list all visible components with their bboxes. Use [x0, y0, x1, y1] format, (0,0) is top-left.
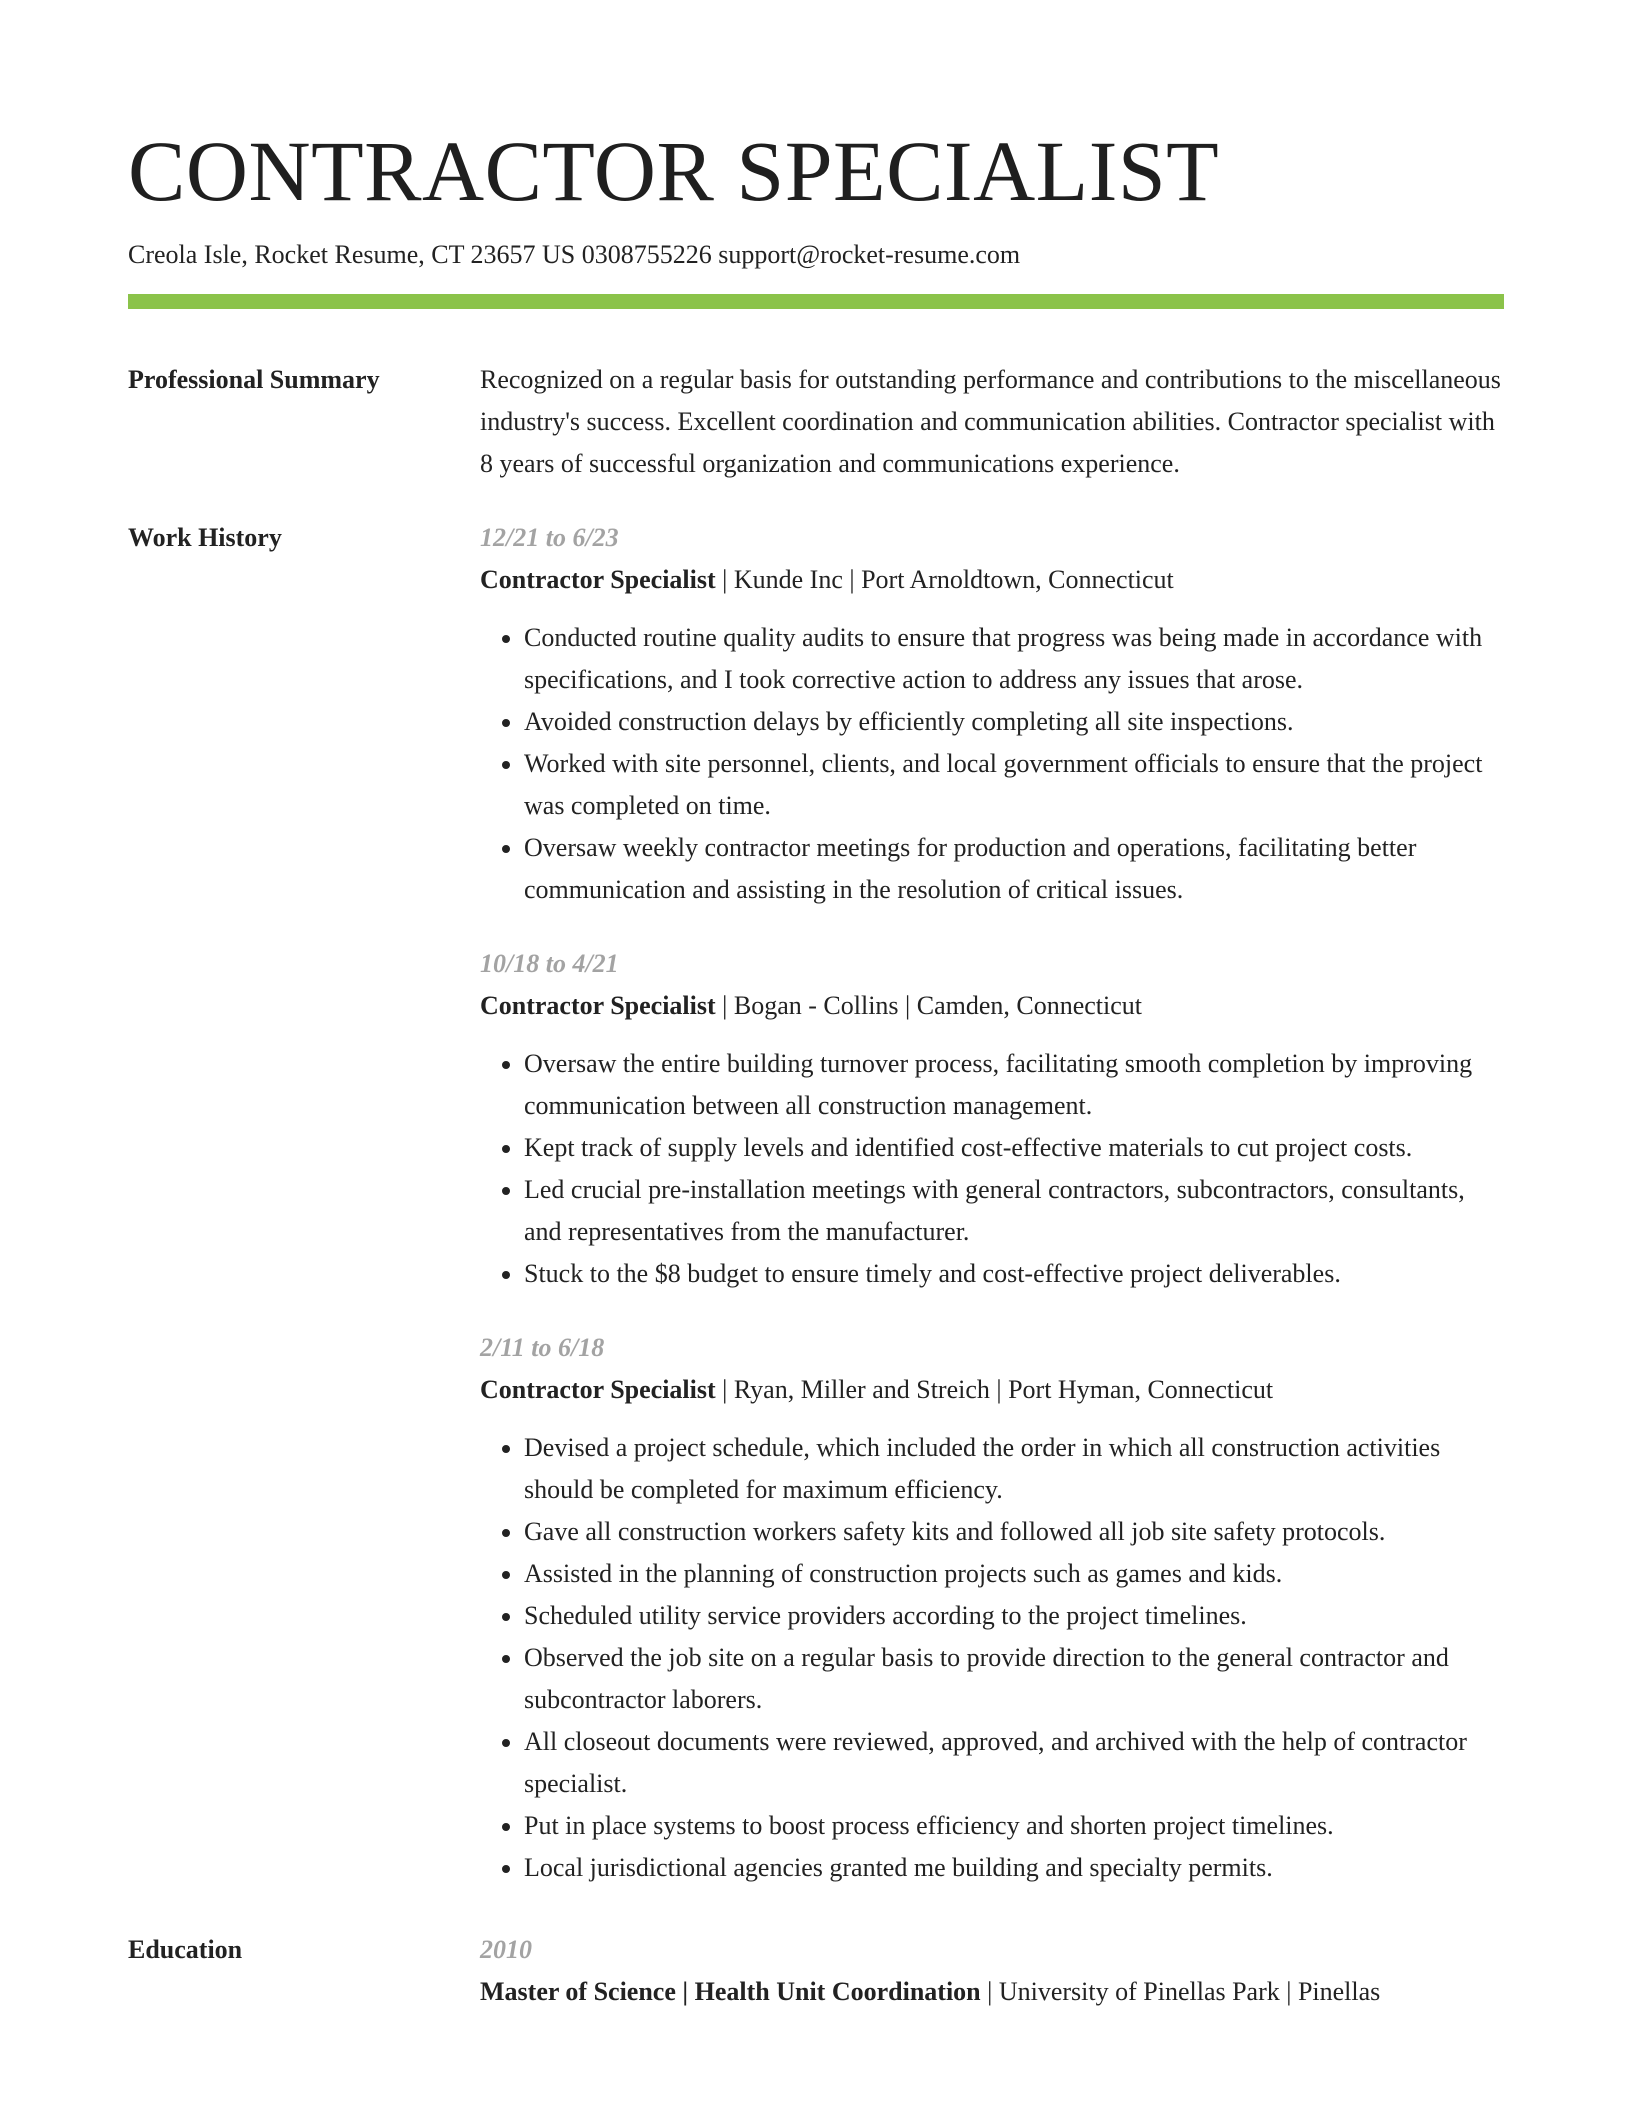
- job-bullet: • Assisted in the planning of construction projects such as games and kids.: [524, 1553, 1504, 1595]
- job-bullet: • Scheduled utility service providers according to the project timelines.: [524, 1595, 1504, 1637]
- work-history-heading: Work History: [128, 523, 282, 552]
- job-title: Contractor Specialist: [480, 565, 716, 594]
- job-details: | Kunde Inc | Port Arnoldtown, Connecticut: [715, 565, 1174, 594]
- education-heading: Education: [128, 1935, 243, 1964]
- header-divider: [128, 294, 1504, 309]
- job-details: | Ryan, Miller and Streich | Port Hyman, Connecticut: [715, 1375, 1274, 1404]
- resume-page: [128, 122, 1504, 2013]
- job-bullet: • Avoided construction delays by efficiently completing all site inspections.: [524, 701, 1504, 743]
- education-school: | University of Pinellas Park | Pinellas: [980, 1977, 1381, 2006]
- job-bullet: • Stuck to the $8 budget to ensure timely and cost-effective project deliverables.: [524, 1253, 1504, 1295]
- education-section: [128, 1929, 1504, 2013]
- job-details: | Bogan - Collins | Camden, Connecticut: [715, 991, 1143, 1020]
- job-bullet: • Conducted routine quality audits to ensure that progress was being made in accordance with specifications, and I took corrective action to address any issues that arose.: [524, 617, 1504, 701]
- education-degree: Master of Science | Health Unit Coordination: [480, 1977, 981, 2006]
- job-bullet: • Oversaw the entire building turnover process, facilitating smooth completion by improving communication between all construction management.: [524, 1043, 1504, 1127]
- summary-body: [480, 359, 1504, 485]
- job-bullet: • Devised a project schedule, which included the order in which all construction activities should be completed for maximum efficiency.: [524, 1427, 1504, 1511]
- job-bullet: • Kept track of supply levels and identified cost-effective materials to cut project costs.: [524, 1127, 1504, 1169]
- job-bullets: [480, 1427, 1504, 1889]
- summary-heading: Professional Summary: [128, 365, 380, 394]
- job-entry: [480, 517, 1504, 911]
- education-date: 2010: [480, 1935, 532, 1964]
- job-bullet: • Worked with site personnel, clients, and local government officials to ensure that the project was completed on time.: [524, 743, 1504, 827]
- job-bullets: [480, 617, 1504, 911]
- job-bullet: • Observed the job site on a regular basis to provide direction to the general contractor and subcontractor laborers.: [524, 1637, 1504, 1721]
- job-line: [480, 559, 1504, 601]
- education-body: [480, 1929, 1504, 2013]
- work-history-body: [480, 517, 1504, 1921]
- summary-text: Recognized on a regular basis for outstanding performance and contributions to the miscellaneous industry's success. Excellent coordination and communication abilities. Contractor specialist with 8 years of successful organization and communications experience.: [480, 365, 1501, 478]
- resume-name: CONTRACTOR SPECIALIST: [128, 123, 1220, 219]
- education-line: [480, 1971, 1504, 2013]
- job-bullet: • Local jurisdictional agencies granted me building and specialty permits.: [524, 1847, 1504, 1889]
- job-bullets: [480, 1043, 1504, 1295]
- job-entry: [480, 943, 1504, 1295]
- job-bullet: • Put in place systems to boost process efficiency and shorten project timelines.: [524, 1805, 1504, 1847]
- job-bullet: • Gave all construction workers safety kits and followed all job site safety protocols.: [524, 1511, 1504, 1553]
- job-date: 10/18 to 4/21: [480, 949, 619, 978]
- job-date: 2/11 to 6/18: [480, 1333, 605, 1362]
- job-line: [480, 1369, 1504, 1411]
- summary-section: [128, 359, 1504, 485]
- job-title: Contractor Specialist: [480, 1375, 716, 1404]
- job-bullet: • All closeout documents were reviewed, approved, and archived with the help of contractor specialist.: [524, 1721, 1504, 1805]
- job-bullet: • Led crucial pre-installation meetings with general contractors, subcontractors, consultants, and representatives from the manufacturer.: [524, 1169, 1504, 1253]
- work-history-section: [128, 517, 1504, 1921]
- job-entry: [480, 1327, 1504, 1889]
- job-bullet: • Oversaw weekly contractor meetings for production and operations, facilitating better communication and assisting in the resolution of critical issues.: [524, 827, 1504, 911]
- contact-line: Creola Isle, Rocket Resume, CT 23657 US 0308755226 support@rocket-resume.com: [128, 240, 1021, 269]
- job-date: 12/21 to 6/23: [480, 523, 619, 552]
- job-line: [480, 985, 1504, 1027]
- job-title: Contractor Specialist: [480, 991, 716, 1020]
